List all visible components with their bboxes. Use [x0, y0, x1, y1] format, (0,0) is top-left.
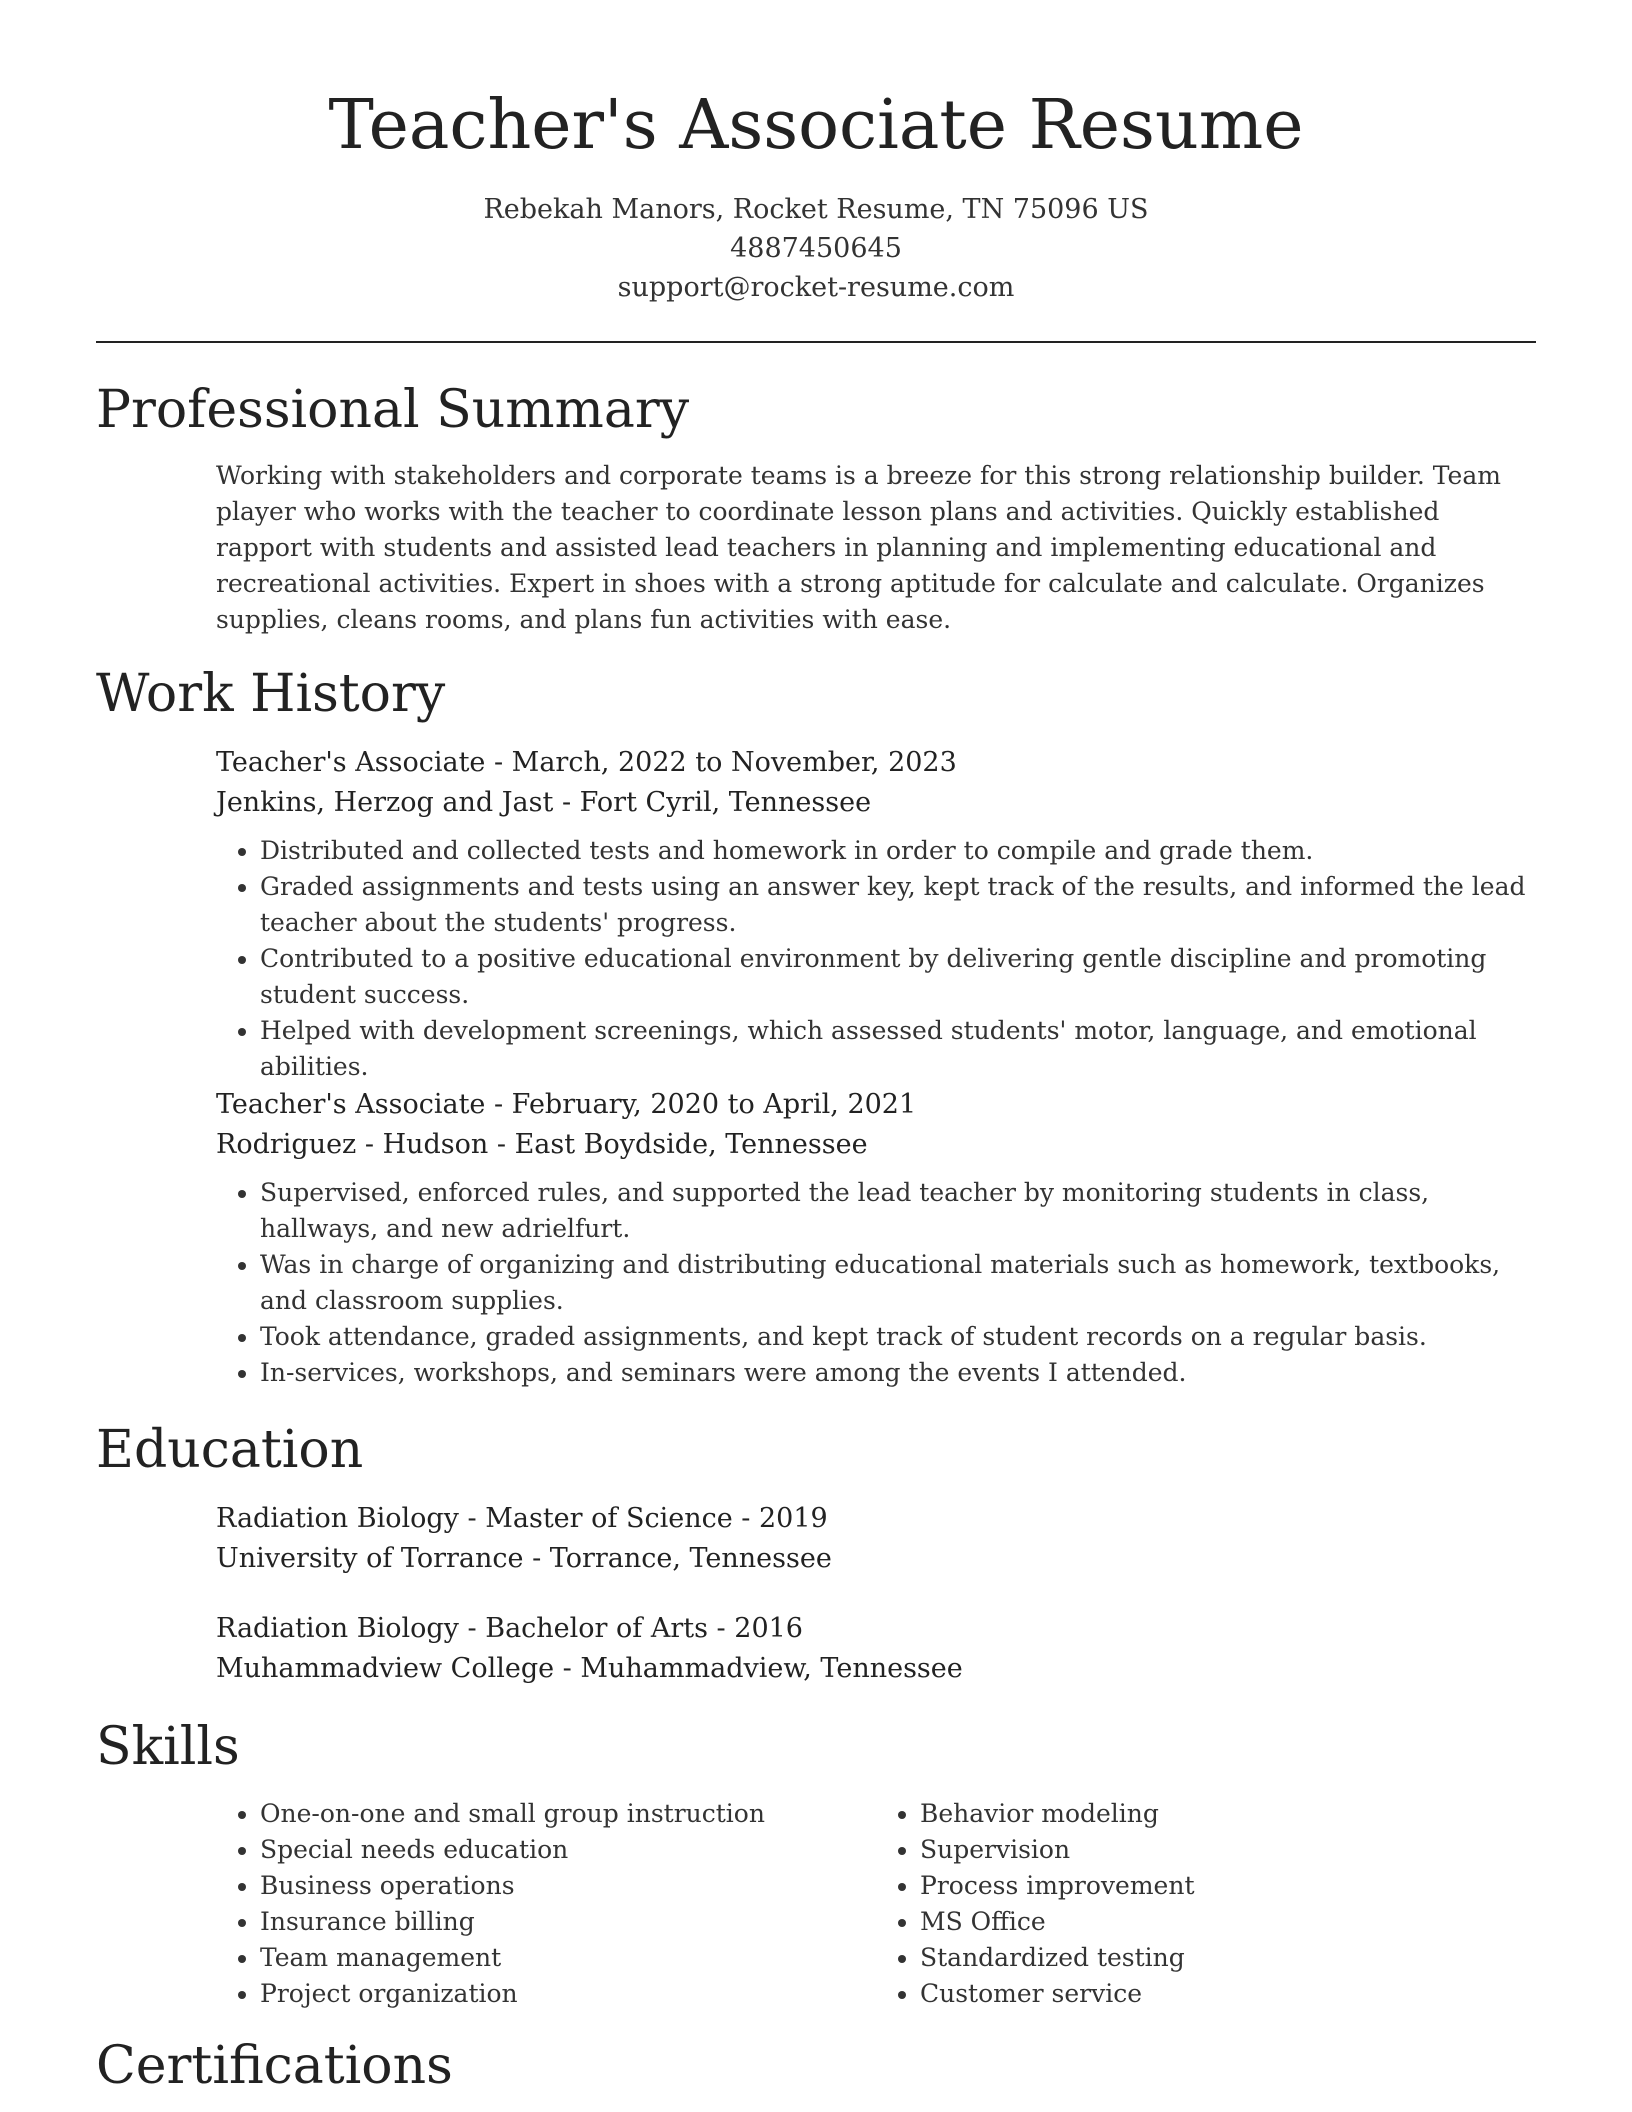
skill-item: • Team management: [260, 1940, 876, 1976]
job-bullet: • Supervised, enforced rules, and supported the lead teacher by monitoring students in class, hallways, and new adrielfurt.: [260, 1175, 1536, 1247]
skill-item: • Customer service: [920, 1976, 1536, 2012]
contact-phone: 4887450645: [730, 233, 902, 264]
job-employer: Jenkins, Herzog and Jast - Fort Cyril, Tennessee: [216, 787, 872, 818]
skills-list: [216, 1796, 1536, 2012]
header-divider: [96, 341, 1536, 343]
job-entry-1: [216, 743, 1536, 1085]
skill-item: • MS Office: [920, 1904, 1536, 1940]
contact-address: Rebekah Manors, Rocket Resume, TN 75096 US: [483, 194, 1149, 225]
education-school: University of Torrance - Torrance, Tennessee: [216, 1543, 832, 1574]
education-entry-1: [216, 1499, 1536, 1579]
job-bullets: [216, 1175, 1536, 1391]
job-title: Teacher's Associate - February, 2020 to April, 2021: [216, 1089, 917, 1120]
job-bullet: • Took attendance, graded assignments, and kept track of student records on a regular basis.: [260, 1319, 1536, 1355]
job-bullet: • Contributed to a positive educational environment by delivering gentle discipline and promoting student success.: [260, 941, 1536, 1013]
skill-item: • Special needs education: [260, 1832, 876, 1868]
job-employer: Rodriguez - Hudson - East Boydside, Tennessee: [216, 1129, 868, 1160]
job-bullet: • Distributed and collected tests and homework in order to compile and grade them.: [260, 833, 1536, 869]
skill-item: • Business operations: [260, 1868, 876, 1904]
job-bullets: [216, 833, 1536, 1085]
summary-text: Working with stakeholders and corporate teams is a breeze for this strong relationship builder. Team player who works with the teacher to coordinate lesson plans and activities. Quickly established rapport with students and assisted lead teachers in planning and implementing educational and recreational activities. Expert in shoes with a strong aptitude for calculate and calculate. Organizes supplies, cleans rooms, and plans fun activities with ease.: [216, 461, 1501, 634]
job-bullet: • Graded assignments and tests using an answer key, kept track of the results, and informed the lead teacher about the students' progress.: [260, 869, 1536, 941]
contact-info: [0, 190, 1632, 307]
section-title-certifications: Certifications: [96, 2036, 453, 2096]
contact-email: support@rocket-resume.com: [617, 272, 1015, 303]
section-title-skills: Skills: [96, 1717, 240, 1777]
education-degree: Radiation Biology - Master of Science - 2019: [216, 1503, 828, 1534]
job-entry-2: [216, 1085, 1536, 1391]
resume-title: Teacher's Associate Resume: [328, 86, 1304, 165]
skill-item: • Project organization: [260, 1976, 876, 2012]
job-bullet: • Was in charge of organizing and distributing educational materials such as homework, textbooks, and classroom supplies.: [260, 1247, 1536, 1319]
skills-column-right: [876, 1796, 1536, 2012]
skills-column-left: [216, 1796, 876, 2012]
skill-item: • Standardized testing: [920, 1940, 1536, 1976]
education-school: Muhammadview College - Muhammadview, Tennessee: [216, 1653, 963, 1684]
section-title-summary: Professional Summary: [96, 380, 690, 440]
resume-header: [0, 0, 1632, 307]
job-title: Teacher's Associate - March, 2022 to November, 2023: [216, 747, 957, 778]
skill-item: • Process improvement: [920, 1868, 1536, 1904]
section-title-work-history: Work History: [96, 664, 446, 724]
job-bullet: • Helped with development screenings, which assessed students' motor, language, and emotional abilities.: [260, 1013, 1536, 1085]
skill-item: • Supervision: [920, 1832, 1536, 1868]
skill-item: • One-on-one and small group instruction: [260, 1796, 876, 1832]
section-title-education: Education: [96, 1420, 364, 1480]
education-degree: Radiation Biology - Bachelor of Arts - 2016: [216, 1613, 803, 1644]
job-bullet: • In-services, workshops, and seminars were among the events I attended.: [260, 1355, 1536, 1391]
education-entry-2: [216, 1609, 1536, 1689]
skill-item: • Insurance billing: [260, 1904, 876, 1940]
skill-item: • Behavior modeling: [920, 1796, 1536, 1832]
